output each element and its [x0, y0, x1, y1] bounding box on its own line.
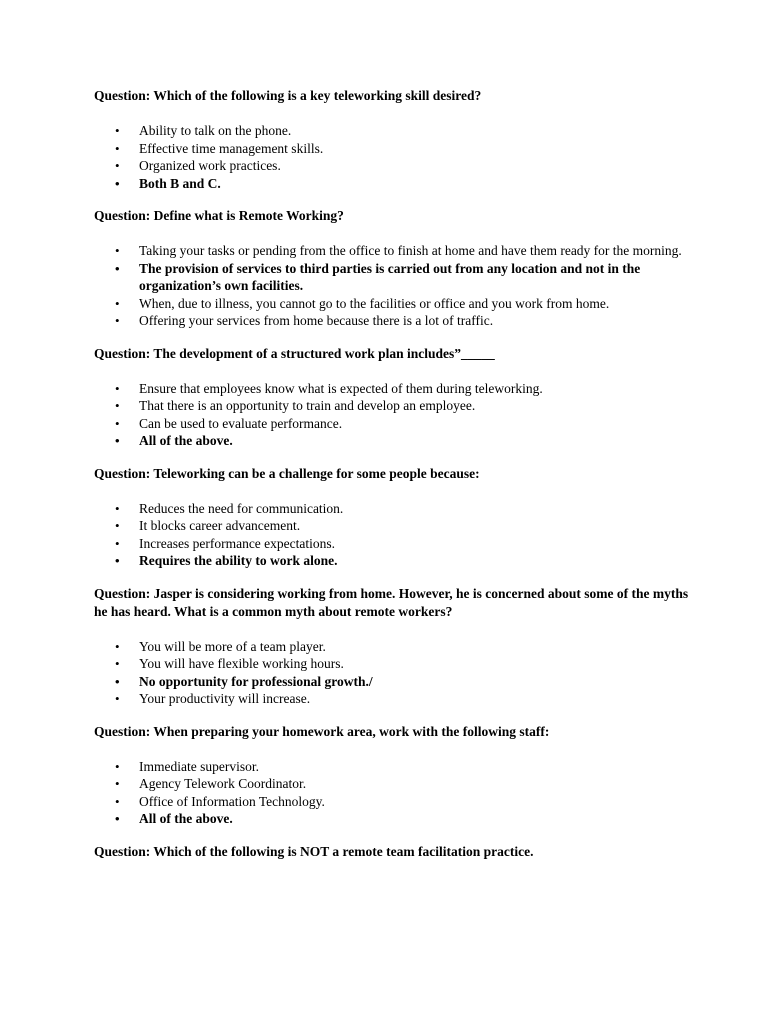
- answer-text: Ability to talk on the phone.: [139, 123, 292, 138]
- question-block: [94, 207, 694, 330]
- answer-text: Reduces the need for communication.: [139, 500, 344, 516]
- answer-text: Both B and C.: [139, 175, 221, 191]
- question-block: [94, 843, 694, 861]
- answer-option: [94, 397, 694, 415]
- question-text: Question: Jasper is considering working from home. However, he is concerned about some of the myths he has heard. What is a common myth about remote workers?: [94, 585, 689, 619]
- answer-option: [94, 295, 694, 313]
- answer-list: [94, 122, 694, 192]
- answer-text: Agency Telework Coordinator.: [139, 776, 307, 791]
- answer-list: [94, 500, 694, 570]
- question-block: [94, 585, 694, 708]
- question-text: Question: Teleworking can be a challenge for some people because:: [94, 465, 480, 481]
- answer-text: You will have flexible working hours.: [139, 656, 344, 671]
- answer-option: [94, 157, 694, 175]
- bullet-icon: •: [115, 260, 120, 276]
- answer-text: No opportunity for professional growth./: [139, 673, 373, 689]
- answer-option: [94, 312, 694, 330]
- bullet-icon: •: [115, 691, 120, 706]
- question-block: [94, 465, 694, 570]
- answer-text: Organized work practices.: [139, 158, 281, 173]
- answer-text: Offering your services from home because there is a lot of traffic.: [139, 313, 494, 328]
- answer-option-correct: [94, 673, 694, 691]
- bullet-icon: •: [115, 518, 120, 533]
- answer-text: Taking your tasks or pending from the office to finish at home and have them ready for the morning.: [139, 243, 682, 258]
- answer-text: Effective time management skills.: [139, 140, 324, 156]
- answer-list: [94, 380, 694, 450]
- answer-option: [94, 140, 694, 158]
- bullet-icon: •: [115, 123, 120, 138]
- answer-text: The provision of services to third parties is carried out from any location and not in the organization’s own facilities.: [139, 260, 641, 293]
- bullet-icon: •: [115, 535, 120, 551]
- bullet-icon: •: [115, 380, 120, 396]
- answer-option: [94, 380, 694, 398]
- question-text: Question: Which of the following is a key teleworking skill desired?: [94, 88, 482, 103]
- question-text: Question: Which of the following is NOT a remote team facilitation practice.: [94, 843, 534, 859]
- bullet-icon: •: [115, 638, 120, 654]
- answer-text: All of the above.: [139, 811, 233, 826]
- bullet-icon: •: [115, 295, 120, 311]
- answer-option: [94, 793, 694, 811]
- answer-option: [94, 638, 694, 656]
- answer-text: You will be more of a team player.: [139, 638, 326, 654]
- bullet-icon: •: [115, 243, 120, 258]
- question-text: Question: Define what is Remote Working?: [94, 208, 344, 223]
- answer-option-correct: [94, 552, 694, 570]
- answer-option: [94, 758, 694, 776]
- bullet-icon: •: [115, 433, 120, 448]
- answer-option: [94, 242, 694, 260]
- answer-text: Can be used to evaluate performance.: [139, 415, 343, 431]
- bullet-icon: •: [115, 811, 120, 826]
- answer-list: [94, 638, 694, 708]
- bullet-icon: •: [115, 673, 120, 689]
- answer-option-correct: [94, 810, 694, 828]
- answer-option-correct: [94, 432, 694, 450]
- answer-option: [94, 690, 694, 708]
- answer-option-correct: [94, 175, 694, 193]
- bullet-icon: •: [115, 398, 120, 413]
- bullet-icon: •: [115, 776, 120, 791]
- answer-text: Office of Information Technology.: [139, 793, 325, 809]
- answer-text: Immediate supervisor.: [139, 758, 259, 774]
- bullet-icon: •: [115, 553, 120, 568]
- answer-list: [94, 242, 694, 330]
- answer-option: [94, 775, 694, 793]
- bullet-icon: •: [115, 793, 120, 809]
- answer-option: [94, 122, 694, 140]
- answer-option: [94, 517, 694, 535]
- bullet-icon: •: [115, 656, 120, 671]
- answer-option: [94, 500, 694, 518]
- document-page: [94, 87, 694, 861]
- answer-text: When, due to illness, you cannot go to the facilities or office and you work from home.: [139, 295, 610, 311]
- answer-text: Increases performance expectations.: [139, 535, 336, 551]
- question-block: [94, 87, 694, 192]
- bullet-icon: •: [115, 140, 120, 156]
- answer-option-correct: [94, 260, 694, 295]
- answer-text: Requires the ability to work alone.: [139, 553, 338, 568]
- bullet-icon: •: [115, 415, 120, 431]
- answer-text: Ensure that employees know what is expected of them during teleworking.: [139, 380, 543, 396]
- bullet-icon: •: [115, 175, 120, 191]
- question-text: Question: The development of a structured work plan includes”_____: [94, 345, 495, 361]
- answer-option: [94, 415, 694, 433]
- answer-text: All of the above.: [139, 433, 233, 448]
- bullet-icon: •: [115, 500, 120, 516]
- answer-text: That there is an opportunity to train and develop an employee.: [139, 398, 476, 413]
- answer-text: It blocks career advancement.: [139, 518, 301, 533]
- answer-option: [94, 535, 694, 553]
- answer-list: [94, 758, 694, 828]
- bullet-icon: •: [115, 158, 120, 173]
- bullet-icon: •: [115, 313, 120, 328]
- question-text: Question: When preparing your homework area, work with the following staff:: [94, 723, 550, 739]
- answer-text: Your productivity will increase.: [139, 691, 311, 706]
- question-block: [94, 345, 694, 450]
- question-block: [94, 723, 694, 828]
- bullet-icon: •: [115, 758, 120, 774]
- answer-option: [94, 655, 694, 673]
